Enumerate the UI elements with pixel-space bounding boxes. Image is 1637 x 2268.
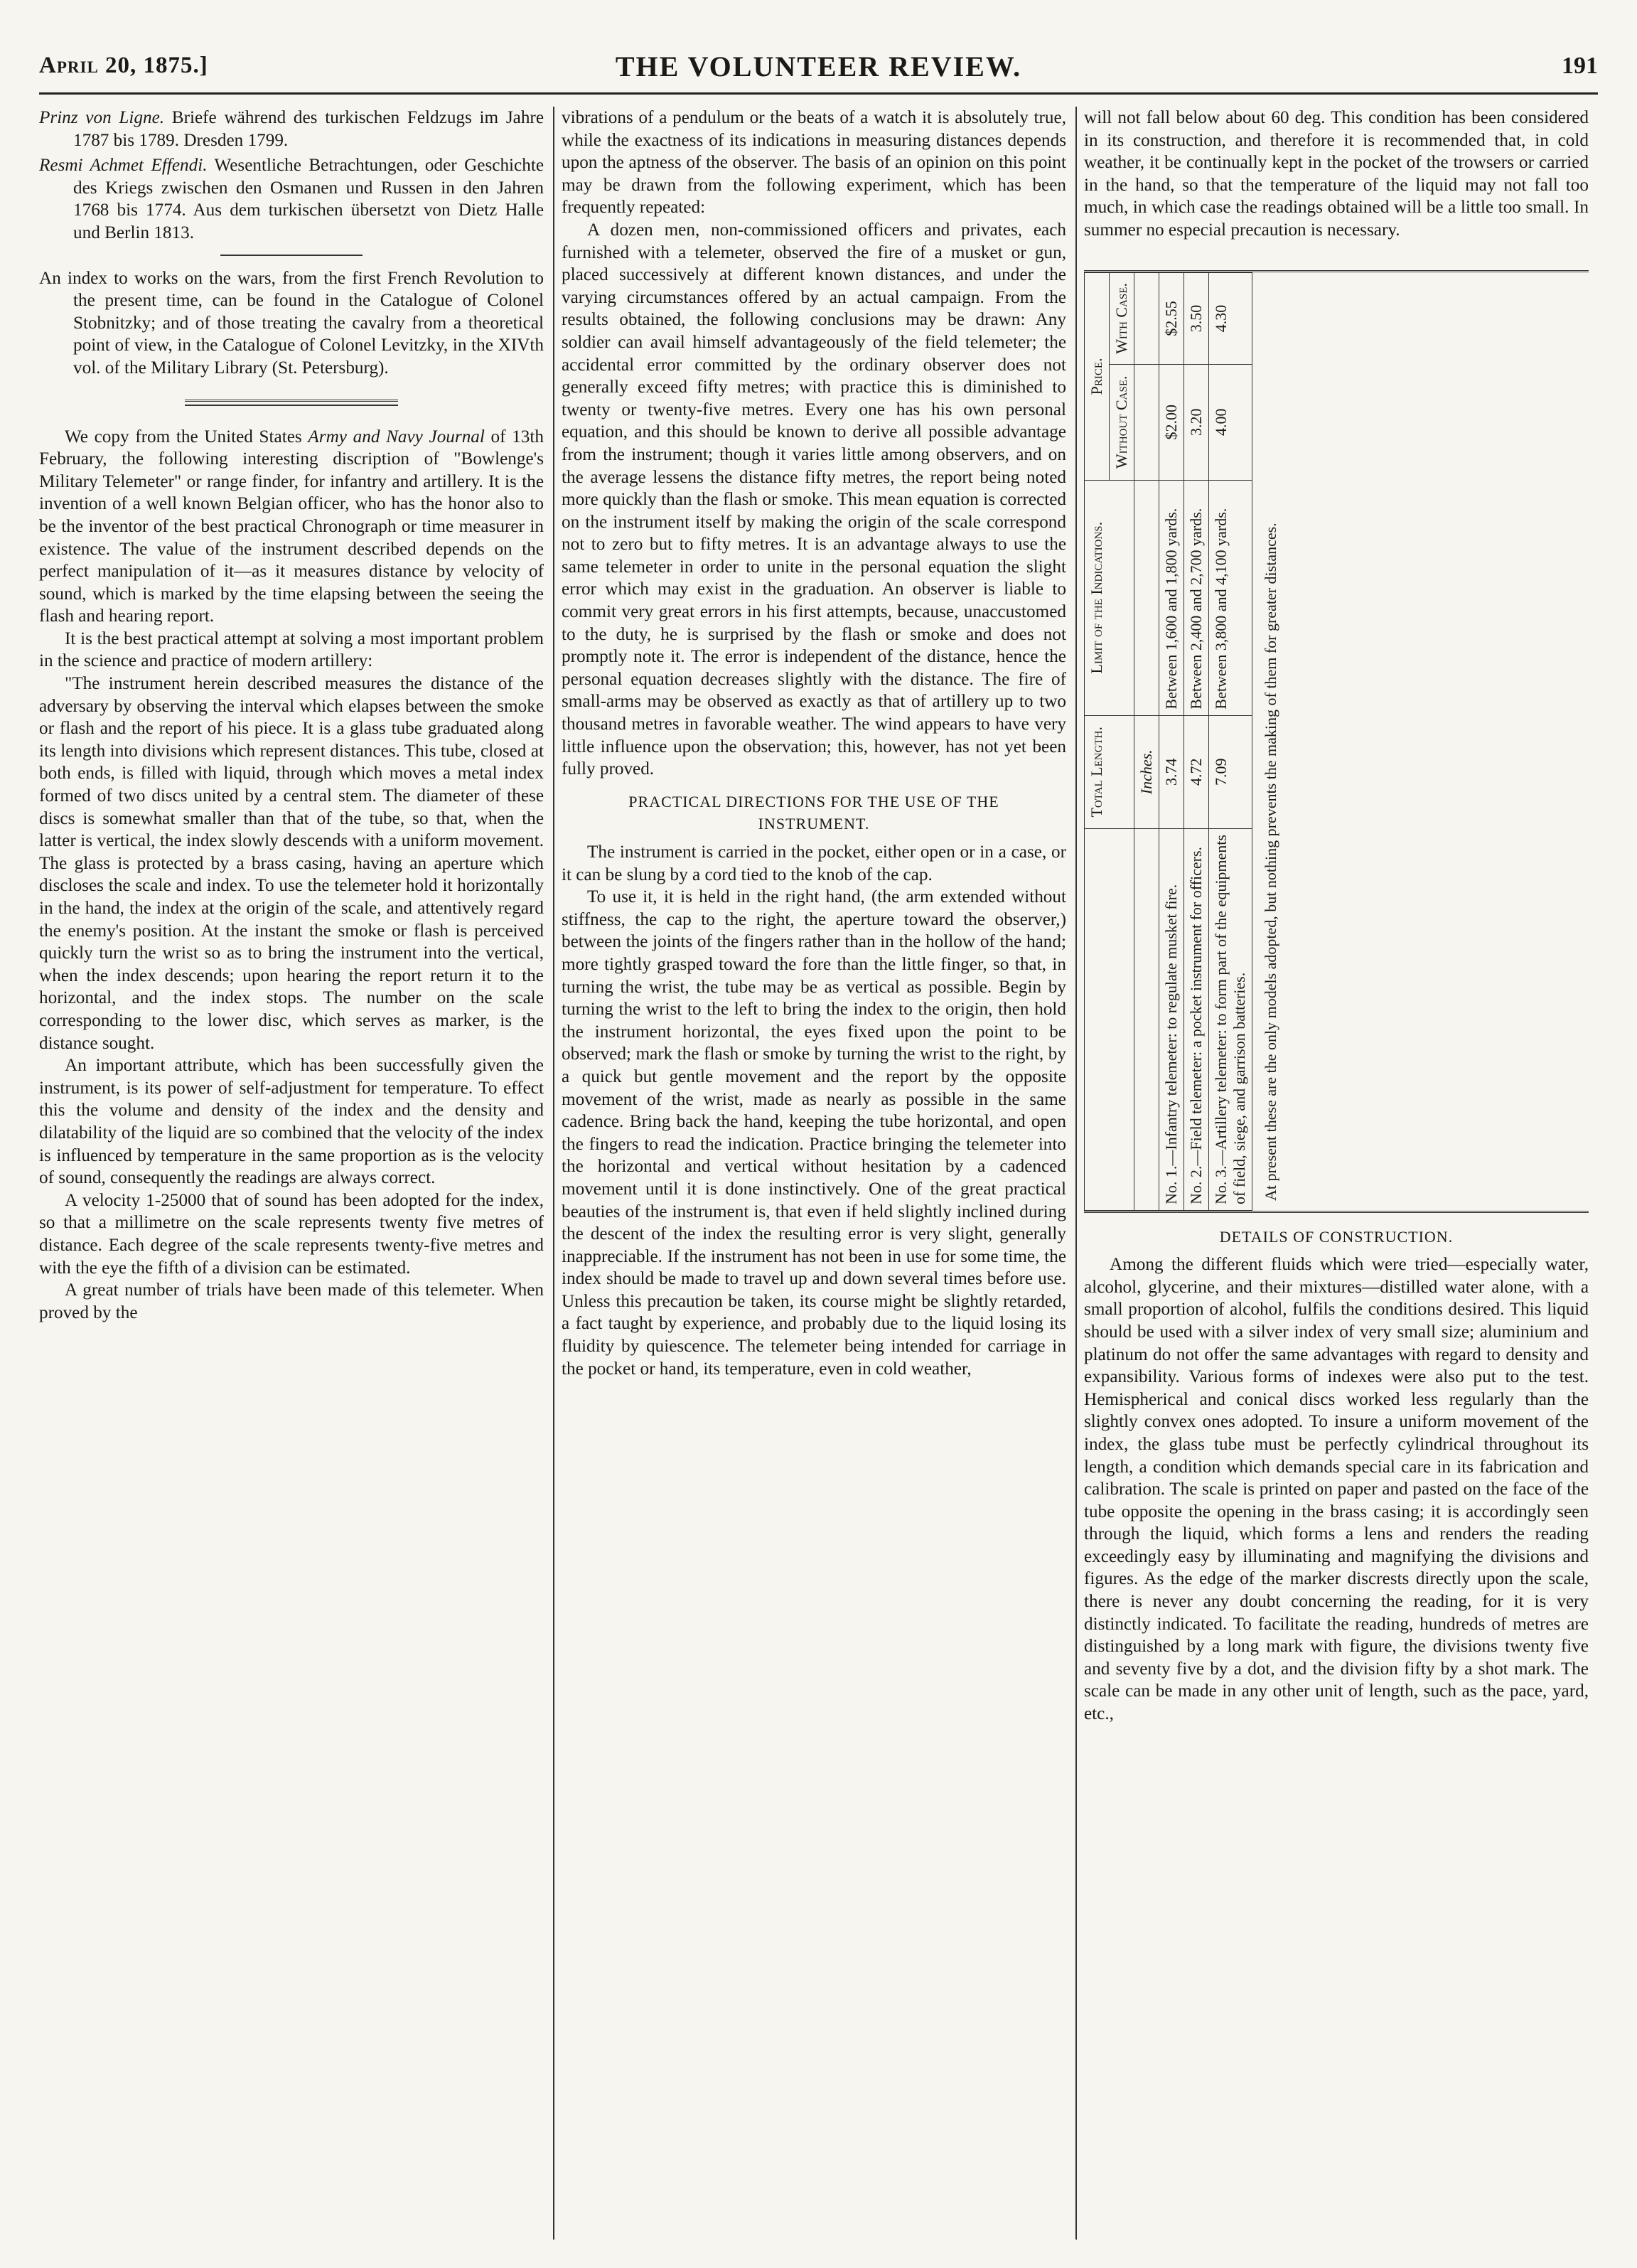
header-price: Price. (1085, 272, 1110, 480)
table-note: At present these are the only models adopted, but nothing prevents the making of them for greater distances. (1262, 522, 1279, 1201)
section-heading: DETAILS OF CONSTRUCTION. (1219, 1227, 1454, 1246)
bibliography-entry: Resmi Achmet Effendi. Wesentliche Betrachtungen, oder Geschichte des Kriegs zwischen den Osmanen und Russen in den Jahren 1768 bis 1774. Aus dem turkischen übersetzt von Dietz Halle und Berlin 1813. (39, 156, 544, 242)
header-limit: Limit of the Indications. (1085, 480, 1134, 715)
column-middle (562, 107, 1066, 2240)
paragraph: A great number of trials have been made of this telemeter. When proved by the (39, 1280, 544, 1322)
table-row: No. 2.—Field telemeter: a pocket instrument for officers. 4.72 Between 2,400 and 2,700 yards. 3.20 3.50 (1184, 272, 1209, 1210)
index-note: An index to works on the wars, from the first French Revolution to the present time, can be found in the Catalogue of Colonel Stobnitzky; and of those treating the cavalry from a theoretical point of view, in the Catalogue of Colonel Levitzky, in the XIVth vol. of the Military Library (St. Petersburg). (39, 268, 544, 378)
issue-date: April 20, 1875.] (39, 53, 208, 78)
paragraph: A dozen men, non-commissioned officers and privates, each furnished with a telemeter, observed the fire of a musket or gun, placed successively at different known distances, and under the varying circumstances offered by an actual campaign. From the results obtained, the following conclusions may be drawn: Any soldier can avail himself advantageously of the field telemeter; the accidental error committed by the ordinary observer does not generally exceed fifty metres; with practice this is diminished to twenty or twenty-five metres. Every one has his own personal equation, and this should be known to derive all possible advantage from the instrument; though it varies little among observers, and on the average lessens the distance fifty metres, the report being noted more quickly than the flash or smoke. This mean equation is corrected on the instrument itself by making the origin of the scale correspond not to zero but to fifty metres. It is an advantage always to use the same telemeter in order to unite in the personal equation the slight error which may exist in the graduation. An observer is liable to commit very great errors in his first attempts, because, unaccustomed to the duty, he is surprised by the flash or smoke and does not promptly note it. The error is independent of the distance, hence the personal equation decreases slightly with the distance. The fire of small-arms may be observed as exactly as that of artillery up to two thousand metres in favorable weather. The wind appears to have very little influence upon the observation; this, however, has not yet been fully proved. (562, 220, 1066, 779)
units-label: Inches. (1137, 749, 1155, 794)
paragraph: will not fall below about 60 deg. This condition has been considered in its construction, and therefore it is recommended that, in cold weather, it be continually kept in the pocket of the trowsers or carried in the hand, so that the temperature of the liquid may not fall too much, in which case the readings obtained will be a little too small. In summer no especial precaution is necessary. (1084, 108, 1589, 240)
page-number: 191 (1562, 53, 1598, 79)
header-without-case: Without Case. (1110, 364, 1134, 480)
table-row: No. 3.—Artillery telemeter: to form part of the equipments of field, siege, and garrison batteries. 7.09 Between 3,800 and 4,100 yards. 4.00 4.30 (1209, 272, 1252, 1210)
price-table (1084, 272, 1252, 1211)
column-right (1084, 107, 1589, 2240)
column-rule (1075, 107, 1077, 2240)
section-heading: PRACTICAL DIRECTIONS FOR THE USE OF THE INSTRUMENT. (628, 792, 999, 833)
paragraph: A velocity 1-25000 that of sound has been adopted for the index, so that a millimetre on the scale represents twenty five metres of distance. Each degree of the scale represents twenty-five metres and with the eye the fifth of a division can be estimated. (39, 1190, 544, 1278)
paragraph: To use it, it is held in the right hand, (the arm extended without stiffness, the cap to the right, the aperture toward the observer,) between the joints of the fingers rather than in the hollow of the hand; more tightly grasped toward the fore than the little finger, so that, in turning the wrist, the tube may be as vertical as possible. Begin by turning the wrist to the left to bring the index to the origin, then hold the instrument horizontal, the eyes fixed upon the point to be observed; mark the flash or smoke by turning the wrist to the right, by a quick but gentle movement and the report by the opposite movement of the wrist, made as nearly as possible in the same cadence. Bring back the hand, keeping the tube horizontal, and open the fingers to read the indication. Practice bringing the telemeter into the horizontal and vertical without hesitation by a cadenced movement until it is done instinctively. One of the great practical beauties of the instrument is, that even if held slightly inclined during the descent of the index the resulting error is very slight, generally inappreciable. If the instrument has not been in use for some time, the index should be made to travel up and down several times before use. Unless this precaution be taken, its course might be slightly retarded, a fact taught by experience, and probably due to the liquid losing its fluidity by quiescence. The telemeter being intended for carriage in the pocket or hand, its temperature, even in cold weather, (562, 887, 1066, 1379)
column-rule (553, 107, 554, 2240)
page-header (39, 50, 1598, 95)
column-left (39, 107, 544, 2240)
header-with-case: With Case. (1110, 272, 1134, 364)
header-total-length: Total Length. (1085, 715, 1134, 828)
journal-title: THE VOLUNTEER REVIEW. (615, 50, 1022, 82)
bibliography-entry: Prinz von Ligne. Briefe während des turkischen Feldzugs im Jahre 1787 bis 1789. Dresden 1799. (39, 108, 544, 150)
paragraph: vibrations of a pendulum or the beats of a watch it is absolutely true, while the exactness of its indications in measuring distances depends upon the aptness of the observer. The basis of an opinion on this point may be drawn from the following experiment, which has been frequently repeated: (562, 108, 1066, 218)
telemeter-table (1084, 270, 1589, 1213)
double-rule (185, 400, 398, 406)
paragraph: The instrument is carried in the pocket, either open or in a case, or it can be slung by a cord tied to the knob of the cap. (562, 843, 1066, 884)
paragraph: An important attribute, which has been successfully given the instrument, is its power of self-adjustment for temperature. To effect this the volume and density of the index and the density and dilatability of the liquid are so combined that the velocity of the index is influenced by temperature in the same proportion as is the velocity of sound, consequently the readings are always correct. (39, 1056, 544, 1188)
paragraph: "The instrument herein described measures the distance of the adversary by observing the interval which elapses between the smoke or flash and the report of his piece. It is a glass tube graduated along its length into divisions which represent distances. This tube, closed at both ends, is filled with liquid, through which moves a metal index formed of two discs united by a central stem. The diameter of these discs is somewhat smaller than that of the tube, so that, when the latter is vertical, the index slowly descends with a uniform movement. The glass is protected by a brass casing, having an aperture which discloses the scale and index. To use the telemeter hold it horizontally in the hand, the index at the origin of the scale, and attentively regard the enemy's position. At the instant the smoke or flash is perceived quickly turn the wrist so as to bring the instrument into the vertical, when the index descends; upon hearing the report return it to the horizontal, and the index stops. The number on the scale corresponding to the lower disc, which serves as marker, is the distance sought. (39, 674, 544, 1053)
short-rule (220, 255, 363, 256)
paragraph: Among the different fluids which were tried—especially water, alcohol, glycerine, and their mixtures—distilled water alone, with a small proportion of alcohol, fulfils the conditions desired. This liquid should be used with a silver index of very small size; aluminium and platinum do not offer the same advantages with regard to density and expansibility. Various forms of indexes were also put to the test. Hemispherical and conical discs worked less regularly than the slightly convex ones adopted. To insure a uniform movement of the index, the glass tube must be perfectly cylindrical throughout its length, a condition which demands special care in its fabrication and calibration. The scale is printed on paper and pasted on the face of the tube opposite the opening in the brass casing; it is accordingly seen through the liquid, which forms a lens and renders the reading exceedingly easy by illuminating and magnifying the divisions and figures. As the edge of the marker discrests directly upon the scale, there is never any doubt concerning the reading, for it is very distinctly indicated. To facilitate the reading, hundreds of metres are distinguished by a long mark with figure, the divisions twenty five and seventy five by a dot, and the division fifty by a shot mark. The scale can be made in any other unit of length, such as the pace, yard, etc., (1084, 1255, 1589, 1724)
paragraph: We copy from the United States Army and Navy Journal of 13th February, the following interesting discription of "Bowlenge's Military Telemeter" or range finder, for infantry and artillery. It is the invention of a well known Belgian officer, who has the honor also to be the inventor of the best practical Chronograph or time measurer in existence. The value of the instrument described depends on the perfect manipulation of it—as it measures distance by velocity of sound, which is marked by the time elapsing between the seeing the flash and hearing report. (39, 427, 544, 626)
paragraph: It is the best practical attempt at solving a most important problem in the science and practice of modern artillery: (39, 628, 544, 671)
table-row: No. 1.—Infantry telemeter: to regulate musket fire. 3.74 Between 1,600 and 1,800 yards. $2.00 $2.55 (1159, 272, 1184, 1210)
